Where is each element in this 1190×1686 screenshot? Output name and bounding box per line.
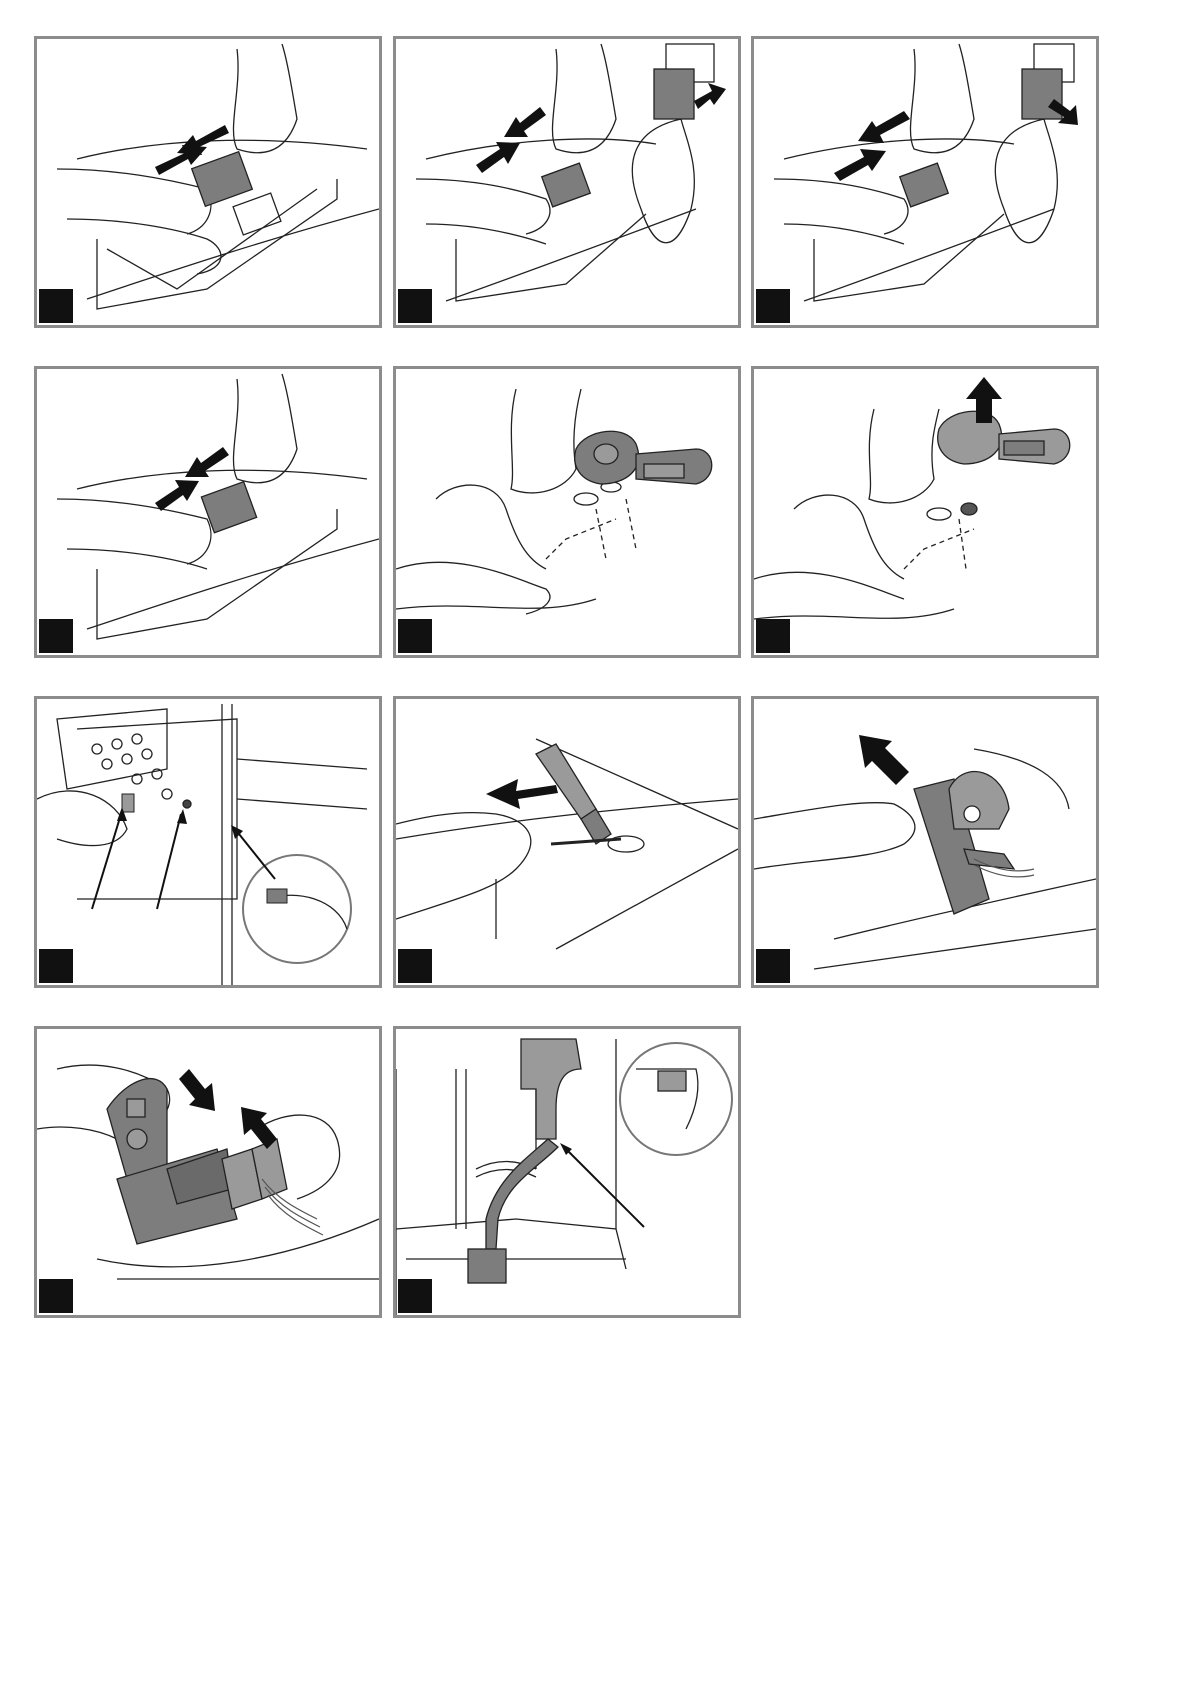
panel-11 [393,1026,741,1318]
step-badge [398,619,432,653]
illustration-seat-frame-clip [37,699,379,985]
step-badge [398,289,432,323]
illustration-lift-switch-unit [754,699,1096,985]
panel-9 [751,696,1099,988]
panel-1 [34,36,382,328]
panel-4 [34,366,382,658]
illustration-throttle-grip [396,369,738,655]
panel-6 [751,366,1099,658]
illustration-screwdriver [396,699,738,985]
step-badge [39,1279,73,1313]
illustration-separate-switch-connector [37,1029,379,1315]
step-badge [398,949,432,983]
panel-10 [34,1026,382,1318]
panel-5 [393,366,741,658]
step-badge [756,949,790,983]
step-badge [756,289,790,323]
illustration-remove-throttle-grip [754,369,1096,655]
step-badge [39,619,73,653]
illustration-connect-connector [37,369,379,655]
panel-7 [34,696,382,988]
illustration-disconnect-connector [37,39,379,325]
step-badge [398,1279,432,1313]
step-badge [39,289,73,323]
illustration-connect-charger [396,39,738,325]
panel-8 [393,696,741,988]
panel-2 [393,36,741,328]
illustration-disconnect-charger [754,39,1096,325]
step-badge [756,619,790,653]
panel-3 [751,36,1099,328]
step-badge [39,949,73,983]
illustration-cable-routing [396,1029,738,1315]
